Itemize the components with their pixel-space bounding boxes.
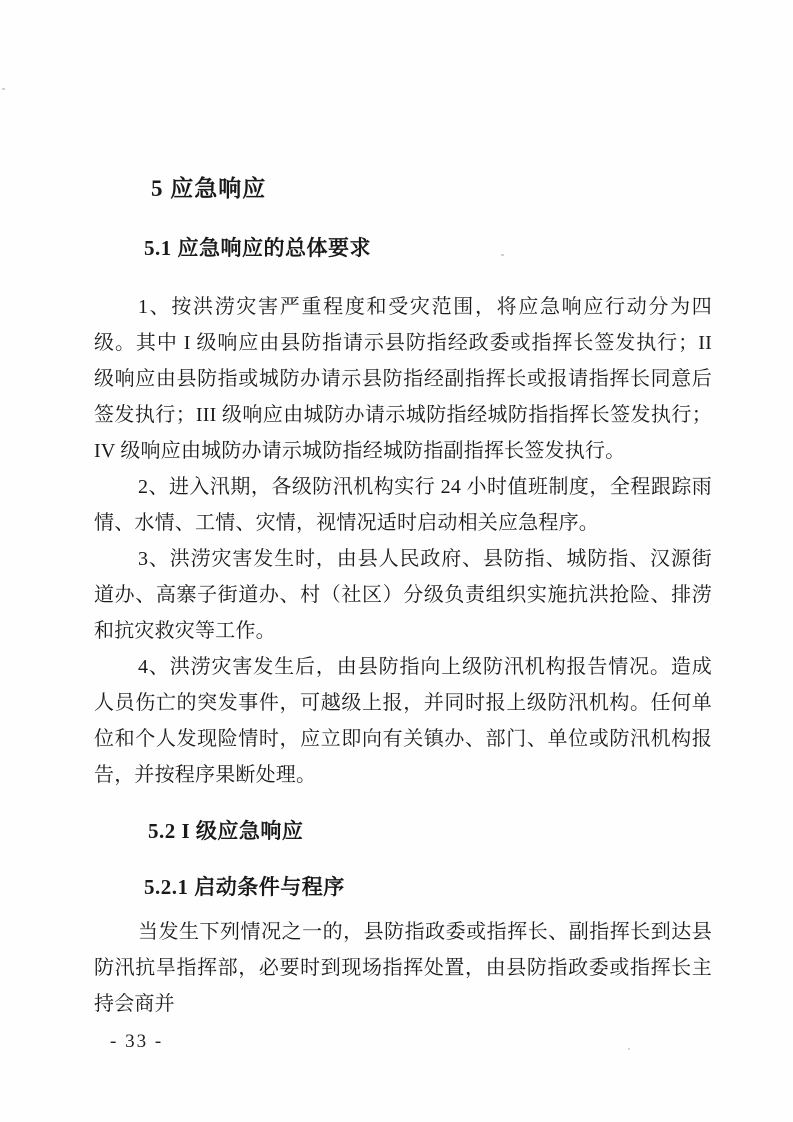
paragraph-1: 1、按洪涝灾害严重程度和受灾范围，将应急响应行动分为四级。其中 I 级响应由县防指请示县防指经政委或指挥长签发执行；II 级响应由县防指或城防办请示县防指经副指挥长或报请指挥长同意后签发执行；III 级响应由城防办请示城防指经城防指指挥长签发执行；IV 级响应由城防办请示城防指经城防指副指挥长签发执行。 [94, 296, 712, 462]
scan-speck [628, 1048, 630, 1050]
paragraph-3: 3、洪涝灾害发生时，由县人民政府、县防指、城防指、汉源街道办、高寨子街道办、村（社区）分级负责组织实施抗洪抢险、排涝和抗灾救灾等工作。 [94, 548, 712, 642]
paragraph-4: 4、洪涝灾害发生后，由县防指向上级防汛机构报告情况。造成人员伤亡的突发事件，可越级上报，并同时报上级防汛机构。任何单位和个人发现险情时，应立即向有关镇办、部门、单位或防汛机构报告，并按程序果断处理。 [94, 656, 712, 786]
section-5-1-heading: 5.1 应急响应的总体要求 [144, 236, 371, 260]
section-5-2-1-heading: 5.2.1 启动条件与程序 [144, 875, 345, 899]
section-5-2-heading: 5.2 I 级应急响应 [148, 819, 304, 843]
page-number: - 33 - [110, 1031, 164, 1052]
chapter-heading: 5 应急响应 [151, 176, 267, 201]
paragraph-5: 当发生下列情况之一的，县防指政委或指挥长、副指挥长到达县防汛抗旱指挥部，必要时到现场指挥处置，由县防指政委或指挥长主持会商并 [94, 921, 712, 1015]
scan-speck [2, 88, 5, 90]
scan-speck [501, 254, 504, 256]
paragraph-2: 2、进入汛期，各级防汛机构实行 24 小时值班制度，全程跟踪雨情、水情、工情、灾情，视情况适时启动相关应急程序。 [94, 476, 712, 534]
